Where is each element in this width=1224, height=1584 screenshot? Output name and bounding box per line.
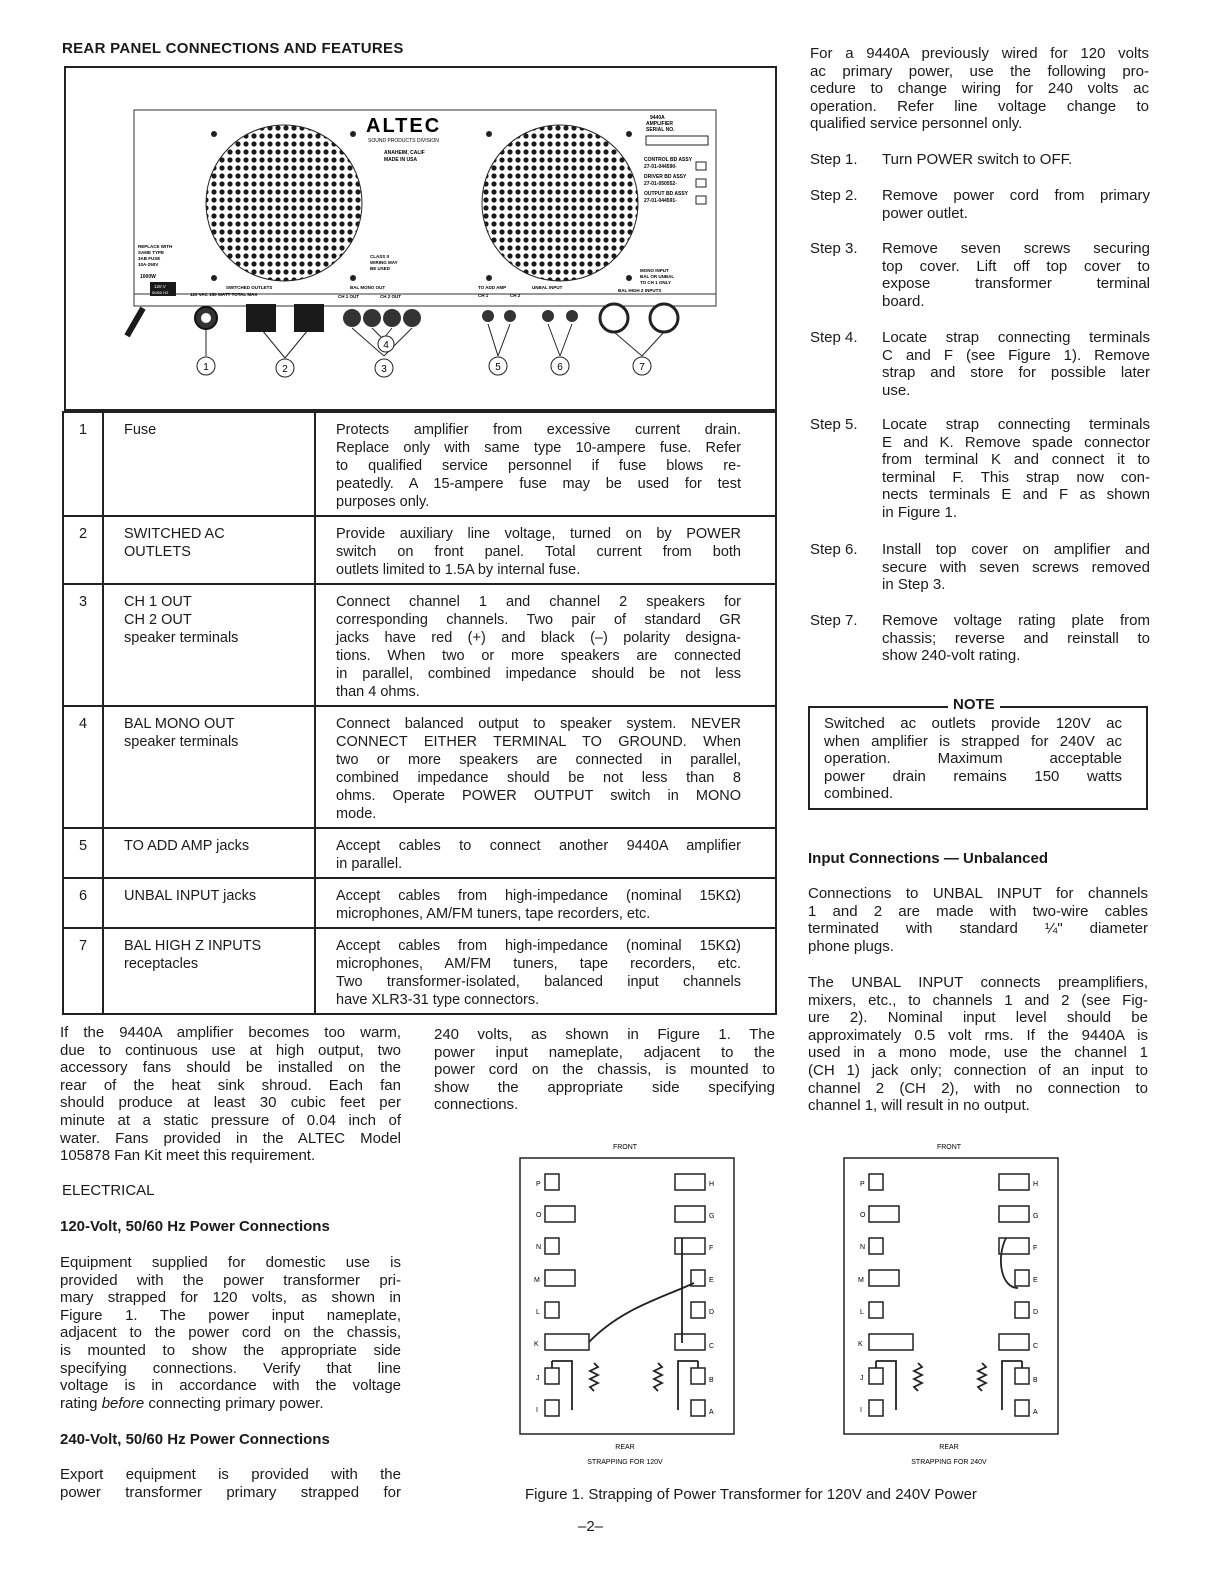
svg-text:REAR: REAR xyxy=(939,1444,959,1451)
svg-text:27-01-050552-: 27-01-050552- xyxy=(644,181,677,187)
table-row: 7 BAL HIGH Z INPUTS receptacles Accept cables from high-impedance (nominal 15KΩ) microphones, AM/FM tuners, tape recorders, etc. Two transformer-isolated, balanced input channels have XLR3-31 type connectors. xyxy=(63,928,776,1014)
svg-text:B: B xyxy=(709,1377,714,1384)
svg-text:CLASS II: CLASS II xyxy=(370,254,390,259)
svg-text:D: D xyxy=(709,1309,715,1316)
input-paragraph-2: The UNBAL INPUT connects preamplifiers, mixers, etc., to channels 1 and 2 (see Fig- ure 2). Nominal input level should be approximately 0.5 volt rms. If the 9440A is used in a mono mode, use the channel 1 (CH 1) jack only; connection of an input to channel 2 (CH 2), with no connection to channel 1, will result in no output. xyxy=(808,974,1148,1115)
svg-text:H: H xyxy=(1033,1181,1039,1188)
svg-text:H: H xyxy=(709,1181,715,1188)
svg-text:SERIAL NO.: SERIAL NO. xyxy=(646,127,675,133)
strapping-240v-diagram xyxy=(844,1144,1058,1466)
svg-text:O: O xyxy=(536,1212,542,1219)
features-table xyxy=(62,411,777,1015)
svg-text:WIRING MAY: WIRING MAY xyxy=(370,260,398,265)
paragraph-120v: Equipment supplied for domestic use is provided with the power transformer pri- mary strapped for 120 volts, as shown in Figure 1. The power input nameplate, adjacent to the power cord on the chassis, is mounted to show the appropriate side specifying connections. Verify that line voltage is in accordance with the voltage rating before connecting primary power. xyxy=(60,1254,401,1412)
subheading-240v: 240-Volt, 50/60 Hz Power Connections xyxy=(60,1431,330,1448)
svg-text:27-01-044591-: 27-01-044591- xyxy=(644,198,677,204)
svg-text:M: M xyxy=(858,1277,864,1284)
svg-text:10A-250V: 10A-250V xyxy=(138,262,159,267)
svg-text:UNBAL INPUT: UNBAL INPUT xyxy=(532,285,563,290)
callout-5: 5 xyxy=(495,362,501,373)
svg-text:MONO INPUT: MONO INPUT xyxy=(640,268,669,273)
svg-text:120 V: 120 V xyxy=(154,284,166,289)
svg-text:CH 1: CH 1 xyxy=(478,293,489,298)
svg-text:SWITCHED OUTLETS: SWITCHED OUTLETS xyxy=(226,285,273,290)
svg-text:1000W: 1000W xyxy=(140,274,156,280)
svg-text:TO ADD AMP: TO ADD AMP xyxy=(478,285,507,290)
electrical-heading: ELECTRICAL xyxy=(62,1182,155,1199)
table-row: 4 BAL MONO OUT speaker terminals Connect balanced output to speaker system. NEVER CONNECT EITHER TERMINAL TO GROUND. When two or more speakers are connected in parallel, combined impedance should be not less than 8 ohms. Operate POWER OUTPUT switch in MONO mode. xyxy=(63,706,776,828)
svg-text:G: G xyxy=(1033,1213,1039,1220)
svg-text:REPLACE WITH: REPLACE WITH xyxy=(138,244,173,249)
callout-6: 6 xyxy=(557,362,563,373)
svg-text:SAME TYPE: SAME TYPE xyxy=(138,250,165,255)
svg-text:L: L xyxy=(860,1309,864,1316)
figure-caption: Figure 1. Strapping of Power Transformer for 120V and 240V Power xyxy=(525,1486,977,1503)
svg-text:K: K xyxy=(534,1341,539,1348)
svg-text:BAL MONO OUT: BAL MONO OUT xyxy=(350,285,386,290)
input-paragraph-1: Connections to UNBAL INPUT for channels 1 and 2 are made with two-wire cables terminated with standard ¼" diameter phone plugs. xyxy=(808,885,1148,955)
svg-text:BAL HIGH Z INPUTS: BAL HIGH Z INPUTS xyxy=(618,288,662,293)
svg-text:REAR: REAR xyxy=(615,1444,635,1451)
table-row: 1 Fuse Protects amplifier from excessive current drain. Replace only with same type 10-ampere fuse. Refer to qualified service personnel if fuse blows re- peatedly. A 15-ampere fuse may be used for test purposes only. xyxy=(63,412,776,516)
svg-text:AMPLIFIER: AMPLIFIER xyxy=(646,121,673,127)
svg-text:K: K xyxy=(858,1341,863,1348)
svg-text:OUTPUT BD ASSY: OUTPUT BD ASSY xyxy=(644,191,688,197)
svg-text:CH 1 OUT: CH 1 OUT xyxy=(338,294,360,299)
svg-text:G: G xyxy=(709,1213,715,1220)
svg-text:BE USED: BE USED xyxy=(370,266,391,271)
note-text: Switched ac outlets provide 120V ac when amplifier is strapped for 240V ac operation. Maximum acceptable power drain remains 150 watts combined. xyxy=(824,715,1122,803)
svg-text:I: I xyxy=(860,1407,862,1414)
intro-paragraph: For a 9440A previously wired for 120 volts ac primary power, use the following pro- cedure to change wiring for 240 volts ac operation. Refer line voltage change to qualified service personnel only. xyxy=(810,45,1149,133)
svg-text:3AB FUSE: 3AB FUSE xyxy=(138,256,161,261)
svg-text:E: E xyxy=(709,1277,714,1284)
svg-text:CONTROL BD ASSY: CONTROL BD ASSY xyxy=(644,157,693,163)
rear-panel-illustration xyxy=(66,68,775,409)
svg-text:E: E xyxy=(1033,1277,1038,1284)
svg-text:P: P xyxy=(536,1181,541,1188)
svg-text:J: J xyxy=(536,1375,540,1382)
svg-text:C: C xyxy=(709,1343,715,1350)
callout-1: 1 xyxy=(203,362,209,373)
table-row: 6 UNBAL INPUT jacks Accept cables from high-impedance (nominal 15KΩ) microphones, AM/FM tuners, tape recorders, etc. xyxy=(63,878,776,928)
svg-text:120 VAC 150 WATT TOTAL MAX: 120 VAC 150 WATT TOTAL MAX xyxy=(190,292,258,297)
svg-text:9440A: 9440A xyxy=(650,115,665,121)
svg-text:FRONT: FRONT xyxy=(612,1144,638,1151)
svg-text:N: N xyxy=(860,1244,866,1251)
brand-logo: ALTEC xyxy=(366,115,442,137)
svg-text:FRONT: FRONT xyxy=(936,1144,962,1151)
table-row: 3 CH 1 OUT CH 2 OUT speaker terminals Connect channel 1 and channel 2 speakers for corresponding channels. Two pair of standard GR jacks have red (+) and black (–) polarity designa- tions. When two or more speakers are connected in parallel, combined impedance should be not less than 4 ohms. xyxy=(63,584,776,706)
fan-grill-left xyxy=(206,125,362,281)
note-title: NOTE xyxy=(948,696,1000,713)
svg-text:DRIVER BD ASSY: DRIVER BD ASSY xyxy=(644,174,687,180)
input-connections-heading: Input Connections — Unbalanced xyxy=(808,850,1049,867)
svg-text:B: B xyxy=(1033,1377,1038,1384)
callout-3: 3 xyxy=(381,364,387,375)
svg-text:N: N xyxy=(536,1244,542,1251)
svg-text:CH 2: CH 2 xyxy=(510,293,521,298)
svg-text:P: P xyxy=(860,1181,865,1188)
svg-text:A: A xyxy=(709,1409,714,1416)
svg-text:L: L xyxy=(536,1309,540,1316)
svg-text:O: O xyxy=(860,1212,866,1219)
paragraph-240v: Export equipment is provided with the power transformer primary strapped for xyxy=(60,1466,401,1501)
table-row: 5 TO ADD AMP jacks Accept cables to connect another 9440A amplifier in parallel. xyxy=(63,828,776,878)
svg-text:I: I xyxy=(536,1407,538,1414)
page-number: –2– xyxy=(578,1518,604,1535)
subheading-120v: 120-Volt, 50/60 Hz Power Connections xyxy=(60,1218,330,1235)
callout-2: 2 xyxy=(282,364,288,375)
svg-text:27-01-044590-: 27-01-044590- xyxy=(644,164,677,170)
svg-text:ANAHEIM, CALIF: ANAHEIM, CALIF xyxy=(384,150,425,156)
section-heading: REAR PANEL CONNECTIONS AND FEATURES xyxy=(62,40,404,57)
svg-text:CH 2 OUT: CH 2 OUT xyxy=(380,294,402,299)
svg-text:M: M xyxy=(534,1277,540,1284)
svg-text:STRAPPING FOR 240V: STRAPPING FOR 240V xyxy=(911,1459,987,1466)
svg-text:MADE IN USA: MADE IN USA xyxy=(384,157,418,163)
table-row: 2 SWITCHED AC OUTLETS Provide auxiliary line voltage, turned on by POWER switch on front panel. Total current from both outlets limited to 1.5A by internal fuse. xyxy=(63,516,776,584)
strapping-120v-diagram xyxy=(520,1144,734,1466)
svg-text:STRAPPING FOR 120V: STRAPPING FOR 120V xyxy=(587,1459,663,1466)
svg-text:D: D xyxy=(1033,1309,1039,1316)
fans-paragraph: If the 9440A amplifier becomes too warm, due to continuous use at high output, two accessory fans should be installed on the rear of the heat sink shroud. Each fan should produce at least 30 cubic feet per minute at a static pressure of 0.04 inch of water. Fans provided in the ALTEC Model 105878 Fan Kit meet this requirement. xyxy=(60,1024,401,1165)
svg-text:50/60 HZ: 50/60 HZ xyxy=(152,290,169,295)
svg-text:J: J xyxy=(860,1375,864,1382)
svg-text:SOUND PRODUCTS DIVISION: SOUND PRODUCTS DIVISION xyxy=(368,138,439,144)
fan-grill-right xyxy=(482,125,638,281)
svg-text:F: F xyxy=(1033,1245,1038,1252)
callout-4: 4 xyxy=(383,340,389,351)
paragraph-240v-continued: 240 volts, as shown in Figure 1. The power input nameplate, adjacent to the power cord on the chassis, is mounted to show the appropriate side specifying connections. xyxy=(434,1026,775,1114)
svg-text:A: A xyxy=(1033,1409,1038,1416)
svg-text:TO CH 1 ONLY: TO CH 1 ONLY xyxy=(640,280,672,285)
svg-text:F: F xyxy=(709,1245,714,1252)
svg-text:BAL OR UNBAL: BAL OR UNBAL xyxy=(640,274,675,279)
callout-7: 7 xyxy=(639,362,645,373)
transformer-strapping-diagrams xyxy=(512,1138,1072,1472)
svg-text:C: C xyxy=(1033,1343,1039,1350)
